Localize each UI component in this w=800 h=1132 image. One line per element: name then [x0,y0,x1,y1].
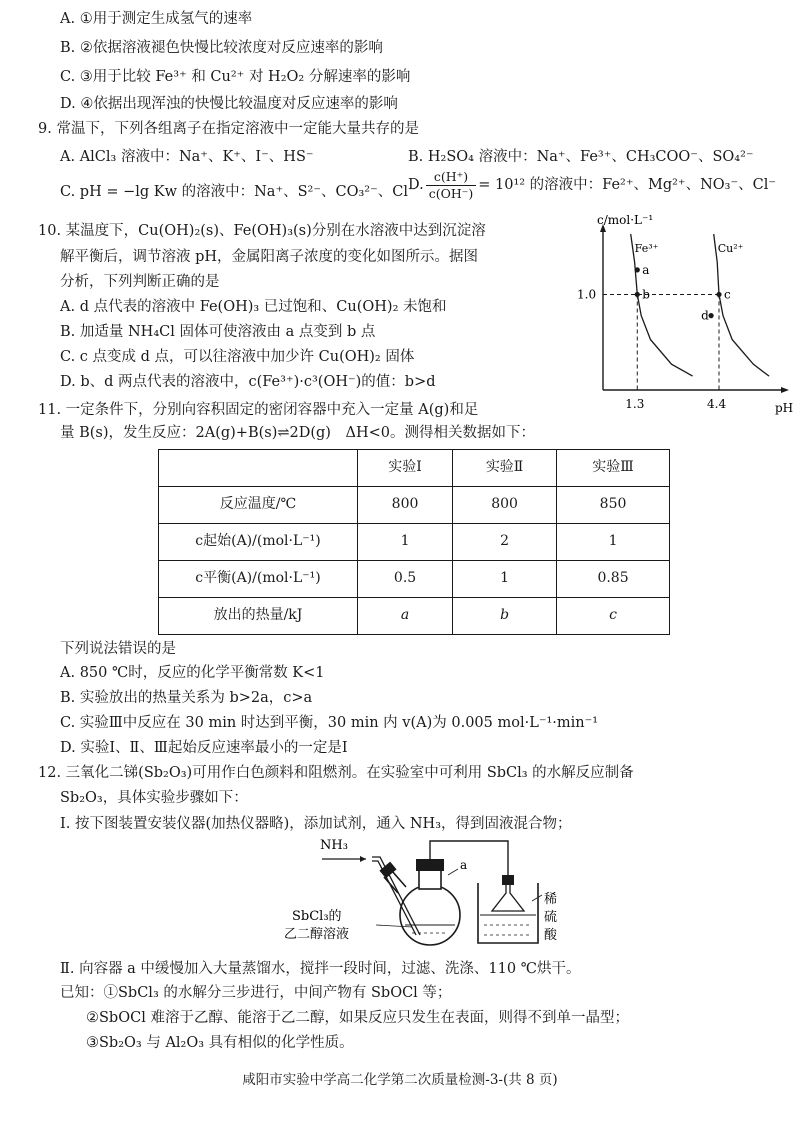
table-header-cell: 实验Ⅱ [453,450,557,487]
table-row [159,524,670,561]
round-bottom-flask [400,885,460,945]
point-c [716,292,721,297]
table-row [159,561,670,598]
q12-stem-line-1: 12. 三氧化二锑(Sb₂O₃)可用作白色颜料和阻燃剂。在实验室中可利用 SbCl₃ 的水解反应制备 [38,765,634,781]
cu2-curve [714,234,769,376]
table-cell: 反应温度/℃ [159,487,358,524]
table-cell: 0.85 [557,561,670,598]
table-cell: c起始(A)/(mol·L⁻¹) [159,524,358,561]
table-cell: 800 [453,487,557,524]
funnel-stopper [502,875,514,885]
q8-option-c: C. ③用于比较 Fe³⁺ 和 Cu²⁺ 对 H₂O₂ 分解速率的影响 [60,69,411,85]
q10-stem-line-1: 10. 某温度下，Cu(OH)₂(s)、Fe(OH)₃(s)分别在水溶液中达到沉淀溶 [38,223,486,239]
dilute-acid-label-2: 硫 [544,910,558,925]
q12-known-3: ③Sb₂O₃ 与 Al₂O₃ 具有相似的化学性质。 [86,1035,354,1051]
table-cell: 850 [557,487,670,524]
apparatus-diagram [280,835,600,955]
dilute-acid-label-1: 稀 [544,892,558,907]
table-cell: c [557,598,670,635]
table-header-cell: 实验Ⅲ [557,450,670,487]
q9-fraction-denominator: c(OH⁻) [428,186,474,201]
q11-option-c: C. 实验Ⅲ中反应在 30 min 时达到平衡，30 min 内 v(A)为 0.005 mol·L⁻¹·min⁻¹ [60,715,599,731]
q9-stem: 9. 常温下，下列各组离子在指定溶液中一定能大量共存的是 [38,121,419,137]
point-label-c: c [724,287,731,302]
q11-stem-2: 下列说法错误的是 [60,641,176,657]
point-label-d: d [701,308,709,323]
q11-option-a: A. 850 ℃时，反应的化学平衡常数 K<1 [60,665,325,681]
table-cell: 1 [453,561,557,598]
q12-known-2: ②SbOCl 难溶于乙醇、能溶于乙二醇，如果反应只发生在表面，则得不到单一晶型； [86,1010,629,1026]
q9-fraction-numerator: c(H⁺) [426,169,477,186]
table-header-cell: 实验Ⅰ [358,450,453,487]
point-b [635,292,640,297]
q9-option-d [408,169,776,202]
q9-fraction [426,169,477,202]
stopper [416,859,444,871]
x-axis-arrow [781,387,789,393]
inverted-funnel [492,885,524,911]
table-cell: 1 [557,524,670,561]
table-cell: 0.5 [358,561,453,598]
q10-option-b: B. 加适量 NH₄Cl 固体可使溶液由 a 点变到 b 点 [60,324,376,340]
q12-known-1: 已知：①SbCl₃ 的水解分三步进行，中间产物有 SbOCl 等； [60,985,452,1001]
table-cell: a [358,598,453,635]
point-d [708,313,713,318]
q12-stem-line-2: Sb₂O₃，具体实验步骤如下： [60,790,248,806]
q9-option-d-prefix: D. [408,177,424,194]
q9-option-d-suffix: = 10¹² 的溶液中：Fe²⁺、Mg²⁺、NO₃⁻、Cl⁻ [478,177,777,194]
page-footer: 咸阳市实验中学高二化学第二次质量检测-3-(共 8 页) [242,1072,558,1088]
y-tick-label: 1.0 [577,287,597,302]
table-cell: 2 [453,524,557,561]
y-axis-label: c/mol·L⁻¹ [597,213,654,227]
q12-step-1: Ⅰ. 按下图装置安装仪器(加热仪器略)，添加试剂，通入 NH₃，得到固液混合物； [60,816,572,832]
table-cell: c平衡(A)/(mol·L⁻¹) [159,561,358,598]
ammonia-label: NH₃ [320,838,348,853]
experiment-table [158,449,670,635]
fe3-curve [631,234,693,376]
table-cell: 放出的热量/kJ [159,598,358,635]
x-tick-label: 1.3 [625,397,645,411]
fe3-series-label: Fe³⁺ [634,242,659,255]
concentration-ph-chart [555,210,794,420]
x-tick-label: 4.4 [707,397,727,411]
q11-option-b: B. 实验放出的热量关系为 b>2a，c>a [60,690,313,706]
table-row [159,487,670,524]
q9-option-a: A. AlCl₃ 溶液中：Na⁺、K⁺、I⁻、HS⁻ [60,149,314,165]
x-axis-label: pH [775,401,794,415]
cu2-series-label: Cu²⁺ [717,242,744,255]
q9-option-c: C. pH = −lg Kw 的溶液中：Na⁺、S²⁻、CO₃²⁻、Cl⁻ [60,184,416,200]
q10-stem-line-2: 解平衡后，调节溶液 pH，金属阳离子浓度的变化如图所示。据图 [60,249,479,265]
sbcl3-solution-label-1: SbCl₃的 [292,909,342,924]
sbcl3-solution-label-2: 乙二醇溶液 [284,927,350,942]
point-a [635,267,640,272]
q9-option-b: B. H₂SO₄ 溶液中：Na⁺、Fe³⁺、CH₃COO⁻、SO₄²⁻ [408,149,754,165]
q8-option-a: A. ①用于测定生成氢气的速率 [60,11,253,27]
q11-stem-line-2: 量 B(s)，发生反应：2A(g)+B(s)⇌2D(g) ΔH<0。测得相关数据如下： [60,425,535,441]
table-header-cell [159,450,358,487]
q10-option-a: A. d 点代表的溶液中 Fe(OH)₃ 已过饱和、Cu(OH)₂ 未饱和 [60,299,447,315]
q10-stem-line-3: 分析，下列判断正确的是 [60,274,220,290]
point-label-b: b [642,287,650,302]
point-label-a: a [642,262,650,277]
vessel-a-label: a [460,858,468,872]
table-cell: 800 [358,487,453,524]
table-header-row [159,450,670,487]
q11-stem-line-1: 11. 一定条件下，分别向容积固定的密闭容器中充入一定量 A(g)和足 [38,402,479,418]
table-cell: b [453,598,557,635]
table-row [159,598,670,635]
q12-step-2: Ⅱ. 向容器 a 中缓慢加入大量蒸馏水，搅拌一段时间，过滤、洗涤、110 ℃烘干。 [60,961,581,977]
q8-option-d: D. ④依据出现浑浊的快慢比较温度对反应速率的影响 [60,96,398,112]
q11-option-d: D. 实验Ⅰ、Ⅱ、Ⅲ起始反应速率最小的一定是Ⅰ [60,740,348,756]
q8-option-b: B. ②依据溶液褪色快慢比较浓度对反应速率的影响 [60,40,383,56]
q10-option-d: D. b、d 两点代表的溶液中，c(Fe³⁺)·c³(OH⁻)的值：b>d [60,374,436,390]
table-cell: 1 [358,524,453,561]
dilute-acid-label-3: 酸 [544,928,558,943]
q10-option-c: C. c 点变成 d 点，可以往溶液中加少许 Cu(OH)₂ 固体 [60,349,415,365]
